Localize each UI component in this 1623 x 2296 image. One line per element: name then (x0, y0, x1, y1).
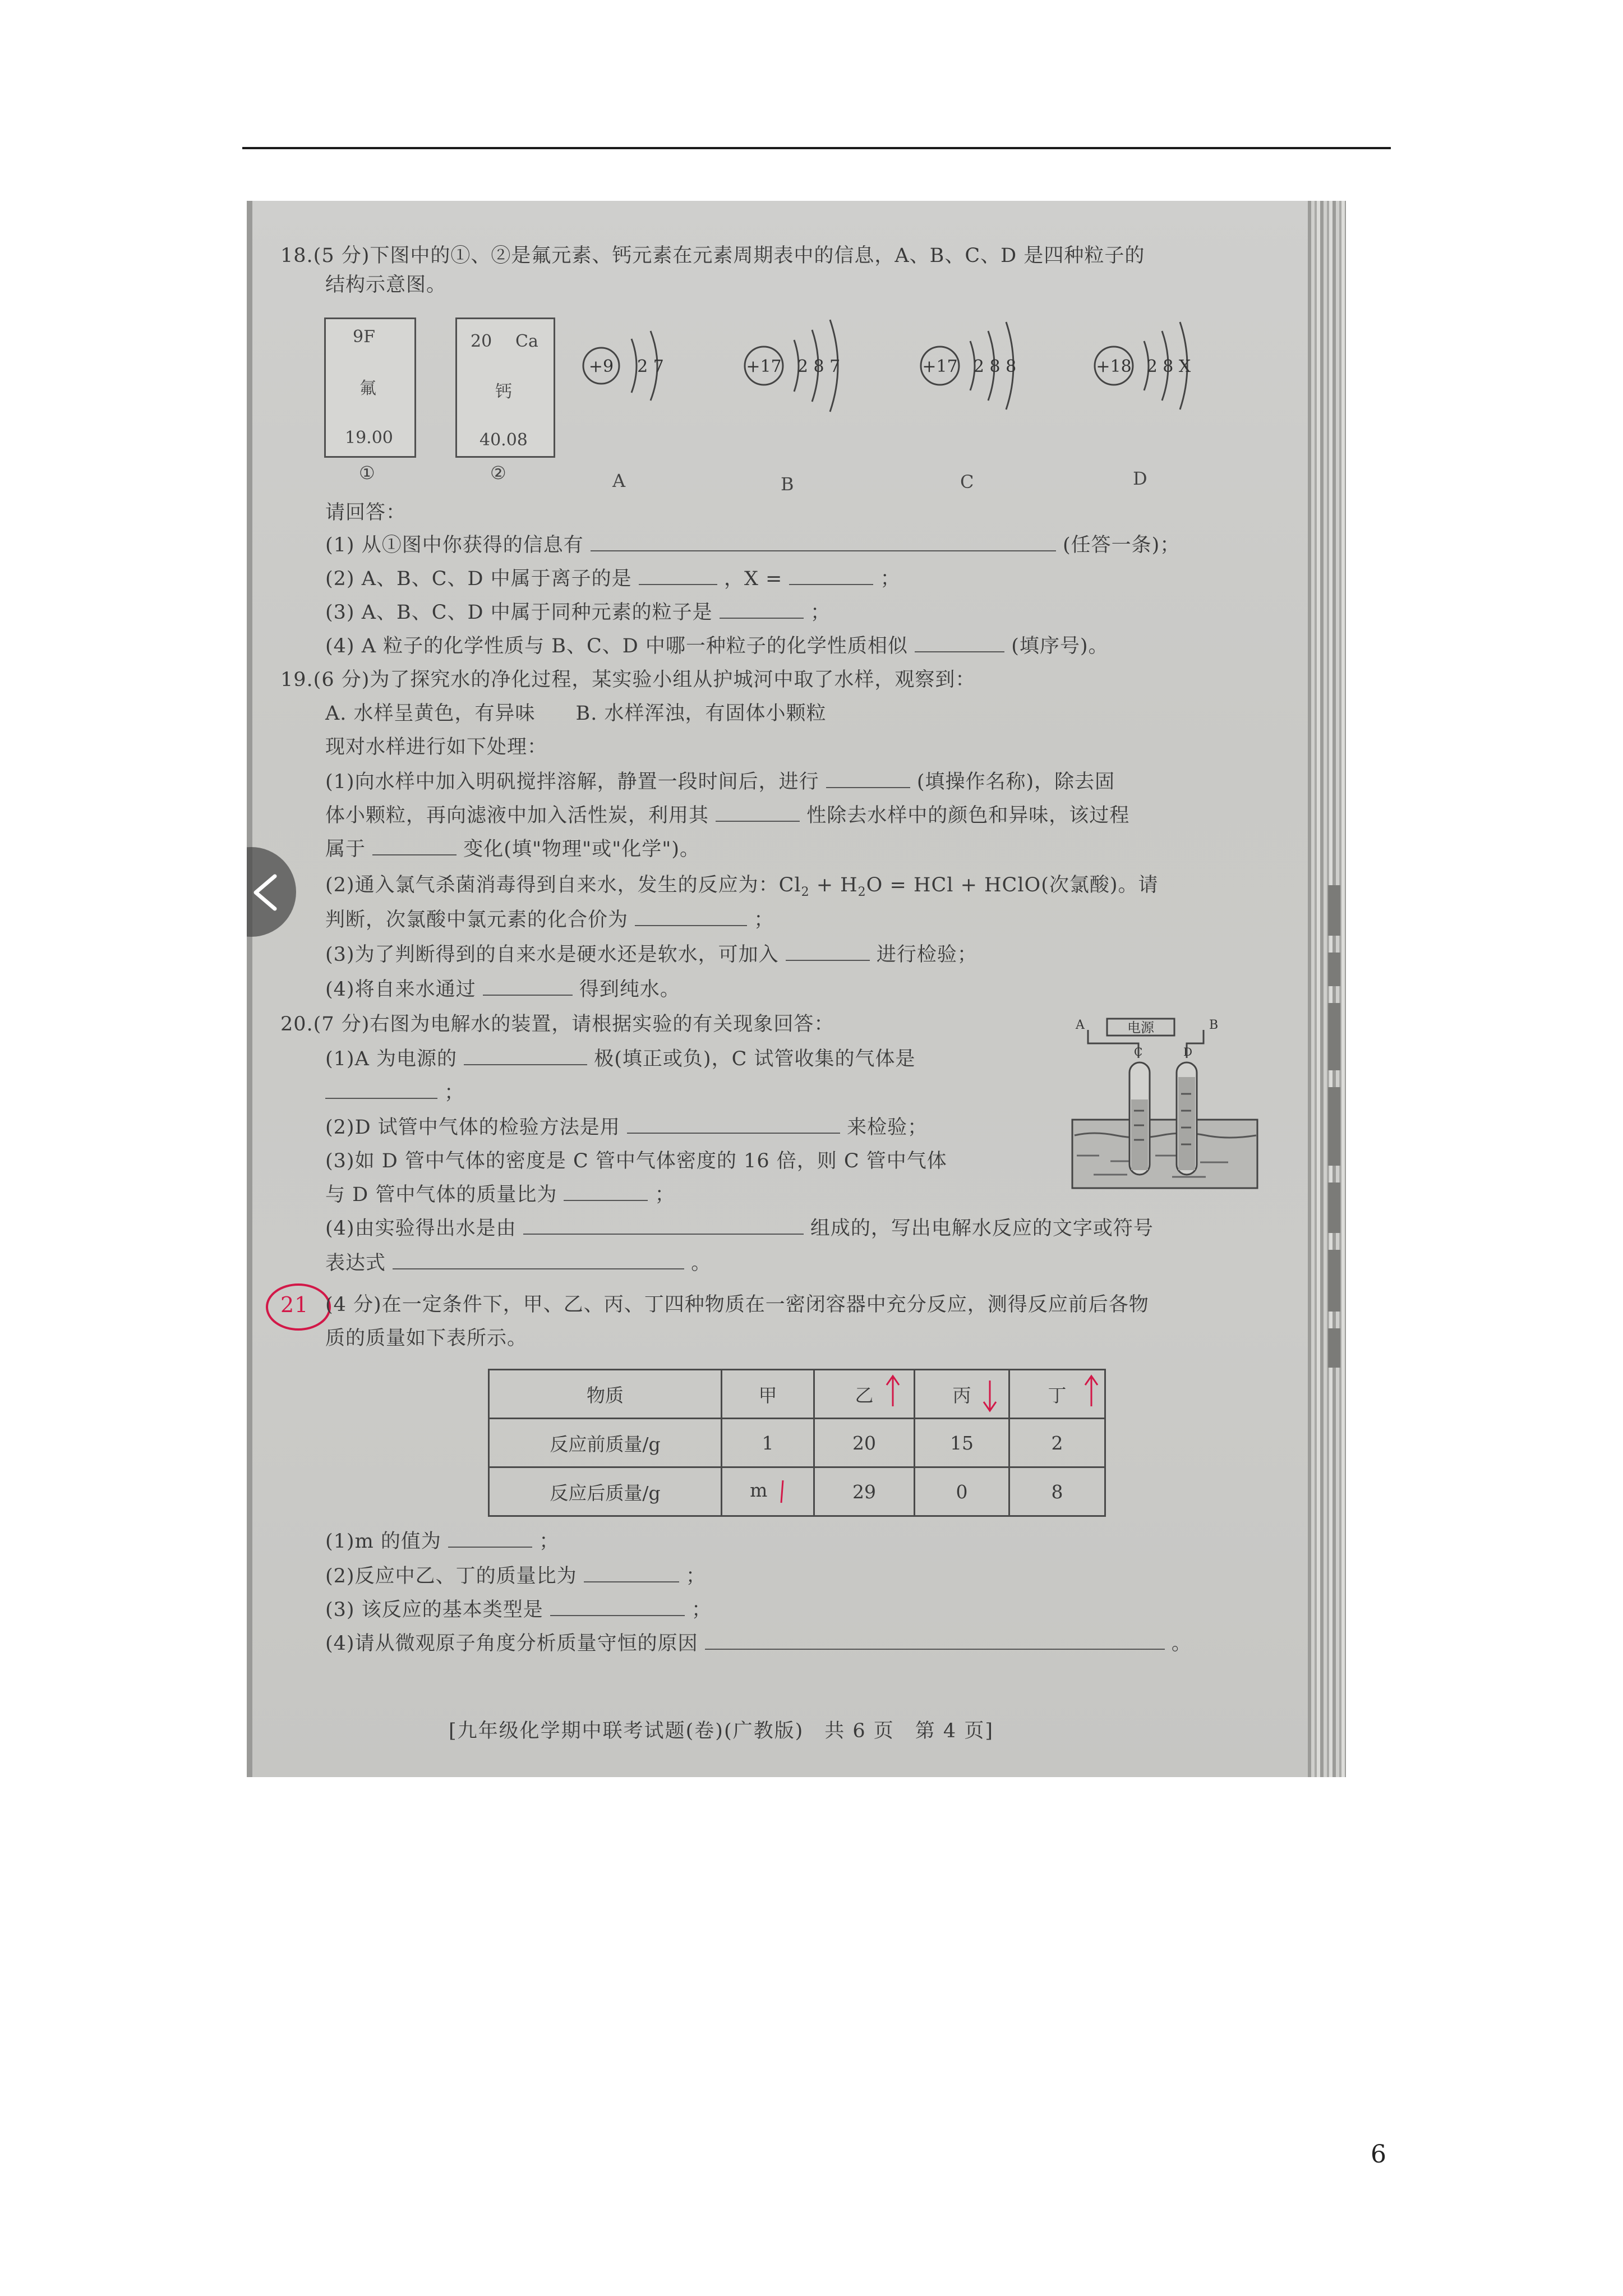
answer-blank[interactable] (716, 804, 800, 822)
answer-blank[interactable] (639, 567, 717, 585)
table-header-cell: 甲 (722, 1370, 814, 1419)
book-binding (1308, 201, 1346, 1777)
answer-blank[interactable] (393, 1251, 684, 1269)
table-header-row (489, 1370, 1105, 1419)
atom-d-label: D (1133, 468, 1147, 489)
binding-mark (1328, 1087, 1340, 1166)
top-rule (242, 147, 1391, 149)
q20-sub3-line2: 与 D 管中气体的质量比为 ； (325, 1184, 675, 1206)
increase-arrow-icon (884, 1373, 901, 1409)
photo-left-edge (247, 201, 252, 1777)
q18-line2: 结构示意图。 (325, 274, 447, 296)
binding-mark (1328, 1182, 1340, 1233)
answer-blank[interactable] (915, 634, 1004, 652)
decrease-arrow-icon (981, 1378, 998, 1414)
q20-sub3-line1: (3)如 D 管中气体的密度是 C 管中气体密度的 16 倍，则 C 管中气体 (325, 1150, 947, 1172)
answer-blank[interactable] (483, 978, 573, 996)
q20-sub1-line1: (1)A 为电源的 极(填正或负)，C 试管收集的气体是 (325, 1048, 916, 1070)
answer-blank[interactable] (627, 1116, 840, 1134)
q18-line1: 18.(5 分)下图中的①、②是氟元素、钙元素在元素周期表中的信息，A、B、C、D 是四种粒子的 (280, 245, 1145, 267)
mass-table (488, 1369, 1106, 1517)
terminal-b-label: B (1209, 1018, 1219, 1032)
tube-d-water (1178, 1077, 1195, 1170)
table-cell: 20 (814, 1419, 915, 1467)
table-row (489, 1419, 1105, 1467)
q19-sub1-line3: 属于 变化(填"物理"或"化学")。 (325, 838, 700, 861)
table-cell: 反应后质量/g (489, 1467, 722, 1516)
tube-d-label: D (1183, 1045, 1193, 1059)
table-header-cell: 乙 (814, 1370, 915, 1419)
electrolysis-apparatus (1071, 1015, 1295, 1195)
q19-sub1-line1: (1)向水样中加入明矾搅拌溶解，静置一段时间后，进行 (填操作名称)，除去固 (325, 771, 1115, 793)
answer-blank[interactable] (564, 1183, 648, 1201)
table-cell: 15 (915, 1419, 1009, 1467)
q18-sub4: (4) A 粒子的化学性质与 B、C、D 中哪一种粒子的化学性质相似 (填序号)。 (325, 635, 1109, 657)
chevron-left-icon (250, 873, 284, 912)
card-number-symbol: 9F (353, 327, 375, 347)
atom-a-shells: 2 7 (637, 357, 664, 376)
atom-b-shells: 2 8 7 (797, 357, 841, 376)
q21-sub3: (3) 该反应的基本类型是 ； (325, 1599, 712, 1621)
atom-c-label: C (960, 471, 974, 493)
water-trough (1072, 1120, 1257, 1188)
q21-sub4: (4)请从微观原子角度分析质量守恒的原因 。 (325, 1632, 1192, 1655)
q21-sub2: (2)反应中乙、丁的质量比为 ； (325, 1565, 706, 1588)
table-cell: 2 (1009, 1419, 1105, 1467)
q20-sub4-line2: 表达式 。 (325, 1252, 712, 1274)
atom-c-diagram (911, 316, 1057, 417)
q21-line2: 质的质量如下表所示。 (325, 1327, 528, 1350)
table-cell: 29 (814, 1467, 915, 1516)
atom-b-label: B (781, 473, 794, 495)
terminal-a-label: A (1076, 1018, 1085, 1032)
binding-mark (1328, 953, 1340, 986)
card1-label: ① (359, 462, 375, 484)
atom-b-nucleus: +17 (746, 357, 782, 376)
card-atomic-number: 20 (471, 332, 492, 351)
exam-footer: [九年级化学期中联考试题(卷)(广教版) 共 6 页 第 4 页] (449, 1720, 994, 1742)
answer-blank[interactable] (464, 1047, 587, 1065)
q19-sub2-line1: (2)通入氯气杀菌消毒得到自来水，发生的反应为：$Cl_2 + H_2O$ = HCl + HClO(次氯酸)。请 (325, 874, 1159, 899)
card-element-name: 氟 (359, 379, 376, 398)
binding-mark (1328, 1328, 1340, 1368)
q20-sub1-line2: ； (325, 1079, 464, 1106)
answer-blank[interactable] (372, 838, 457, 855)
answer-blank[interactable] (325, 1081, 437, 1099)
table-header-cell: 丁 (1009, 1370, 1105, 1419)
q19-sub1-line2: 体小颗粒，再向滤液中加入活性炭，利用其 性除去水样中的颜色和异味，该过程 (325, 804, 1130, 827)
answer-blank[interactable] (591, 533, 1056, 551)
atom-d-nucleus: +18 (1096, 357, 1132, 376)
q20-sub4-line1: (4)由实验得出水是由 组成的，写出电解水反应的文字或符号 (325, 1217, 1154, 1240)
q21-number: 21 (280, 1292, 309, 1317)
answer-blank[interactable] (448, 1530, 532, 1548)
page-number: 6 (1371, 2140, 1386, 2169)
answer-blank[interactable] (789, 567, 873, 585)
card-element-name: 钙 (495, 382, 512, 402)
increase-arrow-icon (1083, 1373, 1100, 1409)
table-header-cell: 物质 (489, 1370, 722, 1419)
fluorine-card (324, 318, 416, 458)
binding-mark (1328, 885, 1340, 936)
back-button[interactable] (247, 847, 296, 937)
q19-sub3: (3)为了判断得到的自来水是硬水还是软水，可加入 进行检验； (325, 944, 978, 966)
q19-line1: 19.(6 分)为了探究水的净化过程，某实验小组从护城河中取了水样，观察到： (280, 669, 976, 691)
answer-blank[interactable] (635, 908, 747, 926)
q20-line1: 20.(7 分)右图为电解水的装置，请根据实验的有关现象回答： (280, 1013, 834, 1036)
q18-sub2: (2) A、B、C、D 中属于离子的是 ，X = ； (325, 568, 901, 590)
q18-sub1: (1) 从①图中你获得的信息有 (任答一条)； (325, 534, 1181, 556)
atom-d-shells: 2 8 X (1146, 357, 1191, 376)
q19-line2: A. 水样呈黄色，有异味 B. 水样浑浊，有固体小颗粒 (325, 702, 827, 725)
table-cell: 0 (915, 1467, 1009, 1516)
card-atomic-mass: 19.00 (345, 428, 393, 448)
binding-mark (1328, 1003, 1340, 1070)
power-label: 电源 (1127, 1020, 1154, 1036)
table-cell: m (722, 1467, 814, 1516)
card-atomic-mass: 40.08 (479, 430, 528, 450)
answer-blank[interactable] (720, 601, 804, 619)
calcium-card (455, 318, 555, 458)
answer-blank[interactable] (826, 770, 910, 788)
answer-blank[interactable] (584, 1565, 679, 1582)
tube-c-label: C (1134, 1045, 1143, 1059)
atom-c-nucleus: +17 (922, 357, 958, 376)
atom-a-diagram (572, 319, 707, 414)
q18-sub3: (3) A、B、C、D 中属于同种元素的粒子是 ； (325, 601, 831, 624)
table-cell: 8 (1009, 1467, 1105, 1516)
table-cell: 1 (722, 1419, 814, 1467)
table-header-cell: 丙 (915, 1370, 1009, 1419)
atom-b-diagram (735, 313, 892, 420)
red-tick-mark (779, 1479, 786, 1504)
answer-blank[interactable] (705, 1632, 1165, 1650)
atom-a-nucleus: +9 (588, 357, 614, 376)
atom-c-shells: 2 8 8 (973, 357, 1017, 376)
q21-line1: (4 分)在一定条件下，甲、乙、丙、丁四种物质在一密闭容器中充分反应，测得反应前后各物 (325, 1294, 1149, 1316)
atom-d-diagram (1085, 316, 1230, 417)
q19-line3: 现对水样进行如下处理： (325, 736, 548, 758)
table-cell: 反应前质量/g (489, 1419, 722, 1467)
q19-sub2-line2: 判断，次氯酸中氯元素的化合价为 ； (325, 909, 774, 931)
atom-a-label: A (612, 470, 626, 491)
answer-blank[interactable] (523, 1217, 804, 1235)
q20-sub2: (2)D 试管中气体的检验方法是用 来检验； (325, 1116, 928, 1139)
binding-mark (1328, 1250, 1340, 1312)
q21-sub1: (1)m 的值为 ； (325, 1530, 560, 1553)
table-row (489, 1467, 1105, 1516)
answer-blank[interactable] (550, 1598, 685, 1616)
card2-label: ② (490, 462, 506, 484)
exam-photo (247, 201, 1346, 1777)
answer-blank[interactable] (786, 943, 870, 961)
q18-prompt: 请回答： (325, 501, 407, 524)
q19-sub4: (4)将自来水通过 得到纯水。 (325, 978, 680, 1001)
card-symbol: Ca (515, 332, 538, 351)
